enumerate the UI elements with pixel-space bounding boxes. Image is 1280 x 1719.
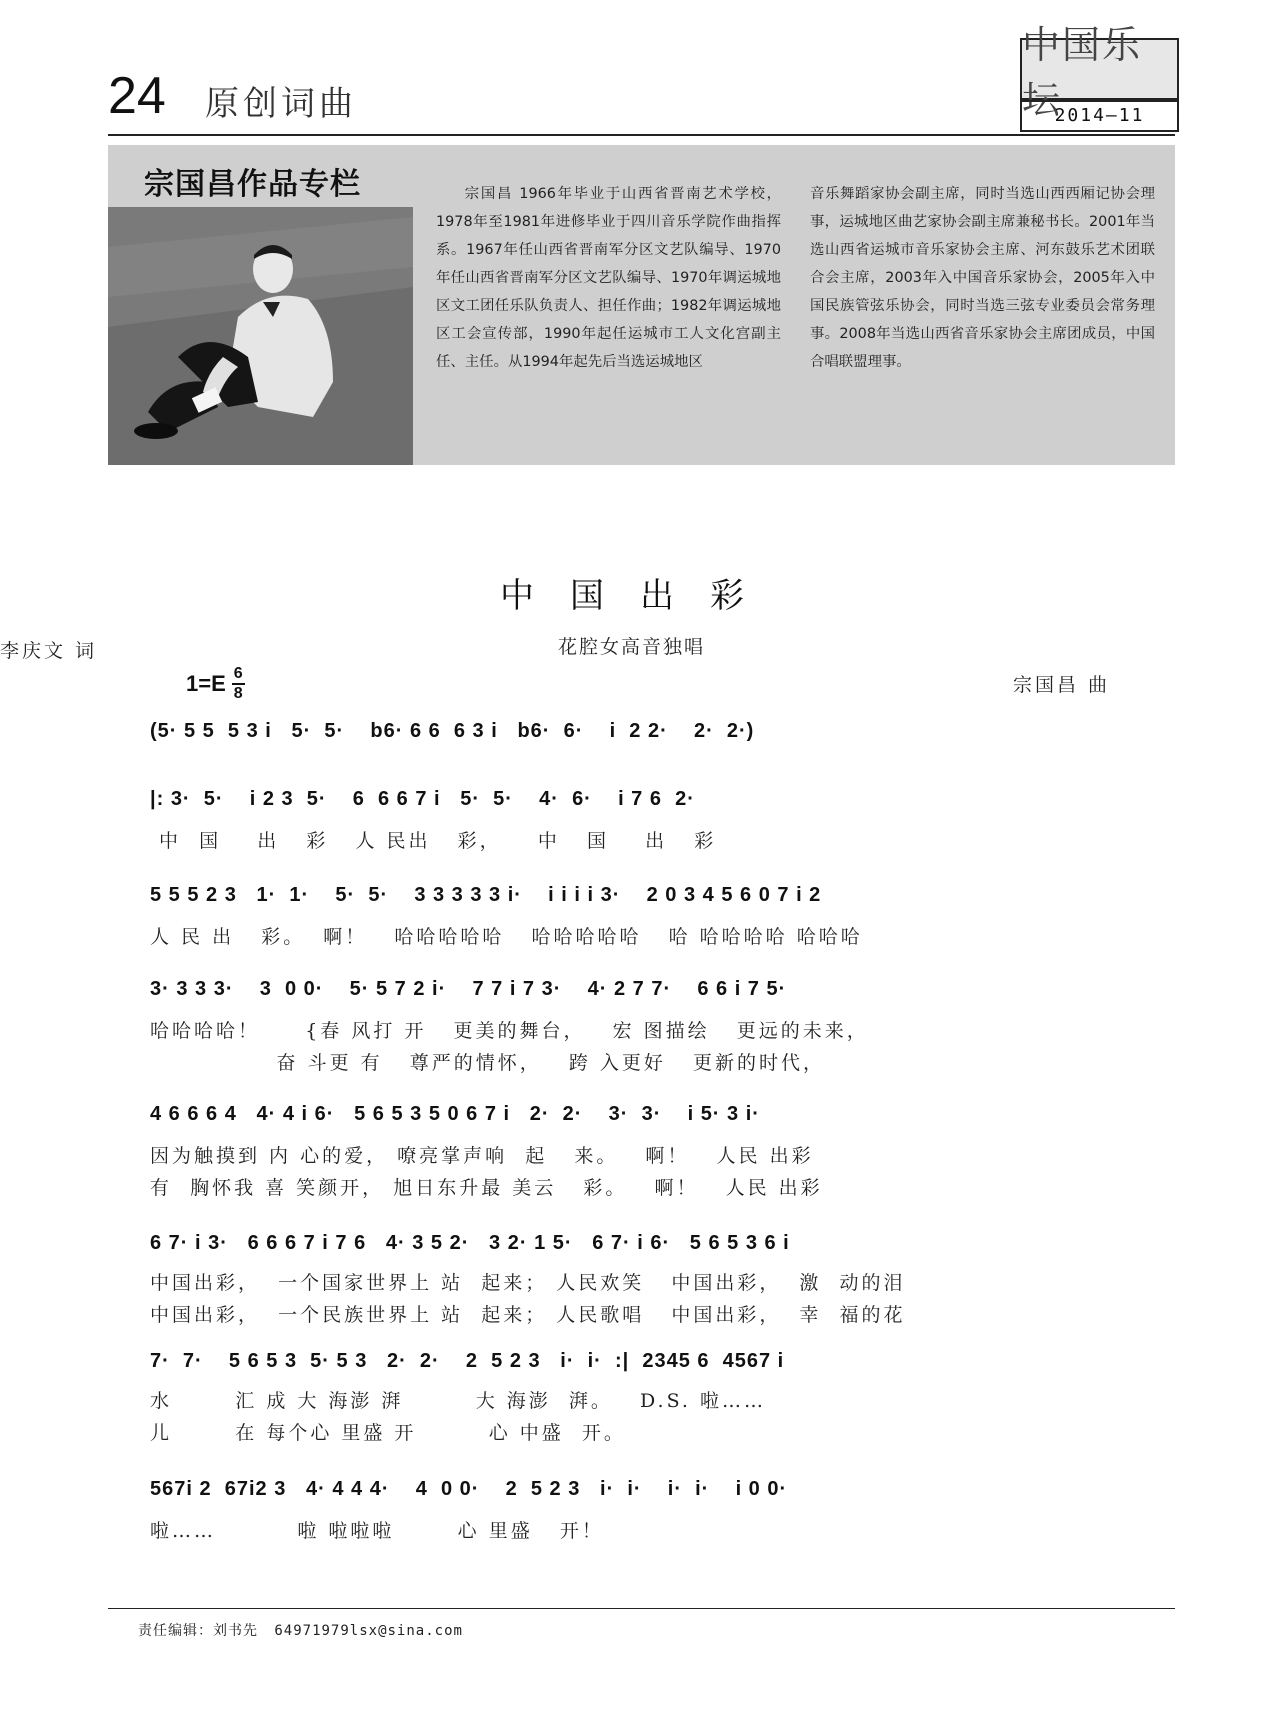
lyrics-line-1: 中 国 出 彩 人 民出 彩， 中 国 出 彩 (150, 830, 717, 852)
notation-line: 3· 3 3 3· 3 0 0· 5· 5 7 2 i· 7 7 i 7 3· 4· 2 7 7· 6 6 i 7 5· (150, 978, 787, 1000)
composer-profile (108, 145, 1175, 465)
magazine-logo: 中国乐坛 (1020, 38, 1179, 100)
lyrics-line-1: 水 汇 成 大 海澎 湃 大 海澎 湃。 D.S. 啦…… (150, 1390, 767, 1412)
profile-title: 宗国昌作品专栏 (144, 167, 361, 202)
lyrics-line-2: 有 胸怀我 喜 笑颜开， 旭日东升最 美云 彩。 啊！ 人民 出彩 (150, 1177, 823, 1199)
notation-line: 4 6 6 6 4 4· 4 i 6· 5 6 5 3 5 0 6 7 i 2· 2· 3· 3· i 5· 3 i· (150, 1103, 760, 1125)
composer-photo (108, 207, 413, 465)
key-signature (186, 665, 245, 703)
lyrics-line-2: 奋 斗更 有 尊严的情怀， 跨 入更好 更新的时代， (150, 1052, 826, 1074)
lyrics-line-2: 中国出彩， 一个民族世界上 站 起来； 人民歌唱 中国出彩， 幸 福的花 (150, 1304, 906, 1326)
footer (138, 1620, 463, 1640)
editor-credit: 责任编辑：刘书先 (138, 1623, 258, 1639)
time-signature-top: 6 (232, 665, 245, 685)
editor-email: 64971979lsx@sina.com (274, 1623, 463, 1639)
issue-number: 2014—11 (1020, 100, 1179, 132)
section-title: 原创词曲 (205, 84, 357, 124)
lyrics-line-1: 因为触摸到 内 心的爱， 嘹亮掌声响 起 来。 啊！ 人民 出彩 (150, 1145, 814, 1167)
lyrics-line-1: 啦…… 啦 啦啦啦 心 里盛 开！ (150, 1520, 604, 1542)
footer-divider (108, 1608, 1175, 1609)
notation-line: (5· 5 5 5 3 i 5· 5· b6· 6 6 6 3 i b6· 6· i 2 2· 2· 2·) (150, 720, 755, 742)
time-signature (232, 665, 245, 703)
notation-line: 5 5 5 2 3 1· 1· 5· 5· 3 3 3 3 3 i· i i i i 3· 2 0 3 4 5 6 0 7 i 2 (150, 884, 822, 906)
song-title: 中国出彩 (500, 576, 780, 616)
notation-line: |: 3· 5· i 2 3 5· 6 6 6 7 i 5· 5· 4· 6· i 7 6 2· (150, 788, 695, 810)
profile-bio-column-2: 音乐舞蹈家协会副主席，同时当选山西西厢记协会理事，运城地区曲艺家协会副主席兼秘书长。2001年当选山西省运城市音乐家协会主席、河东鼓乐艺术团联合会主席，2003年入中国音乐家协会，2005年入中国民族管弦乐协会，同时当选三弦专业委员会常务理事。2008年当选山西省音乐家协会主席团成员，中国合唱联盟理事。 (810, 186, 1155, 370)
time-signature-bottom: 8 (233, 685, 243, 702)
song-subtitle: 花腔女高音独唱 (558, 636, 706, 658)
notation-line: 567i 2 67i2 3 4· 4 4 4· 4 0 0· 2 5 2 3 i· i· i· i· i 0 0· (150, 1478, 788, 1500)
lyrics-line-1: 人 民 出 彩。 啊！ 哈哈哈哈哈 哈哈哈哈哈 哈 哈哈哈哈 哈哈哈 (150, 926, 863, 948)
lyrics-line-1: 中国出彩， 一个国家世界上 站 起来； 人民欢笑 中国出彩， 激 动的泪 (150, 1272, 906, 1294)
portrait-image (108, 207, 413, 465)
lyrics-line-2: 儿 在 每个心 里盛 开 心 中盛 开。 (150, 1422, 626, 1444)
page-number: 24 (108, 67, 166, 125)
composer-credit: 宗国昌 曲 (1013, 674, 1111, 696)
key-label: 1=E (186, 671, 226, 696)
lyrics-line-1: 哈哈哈哈！ {春 风打 开 更美的舞台， 宏 图描绘 更远的未来， (150, 1020, 869, 1042)
notation-line: 7· 7· 5 6 5 3 5· 5 3 2· 2· 2 5 2 3 i· i· :| 2345 6 4567 i (150, 1350, 785, 1372)
header-divider (108, 134, 1175, 136)
profile-bio-column-1: 宗国昌 1966年毕业于山西省晋南艺术学校，1978年至1981年进修毕业于四川音乐学院作曲指挥系。1967年任山西省晋南军分区文艺队编导、1970年任山西省晋南军分区文艺队编导、1970年调运城地区文工团任乐队负责人、担任作曲；1982年调运城地区工会宣传部，1990年起任运城市工人文化宫副主任、主任。从1994年起先后当选运城地区 (436, 186, 781, 370)
lyricist-credit: 李庆文 词 (0, 640, 98, 662)
notation-line: 6 7· i 3· 6 6 6 7 i 7 6 4· 3 5 2· 3 2· 1 5· 6 7· i 6· 5 6 5 3 6 i (150, 1232, 790, 1254)
